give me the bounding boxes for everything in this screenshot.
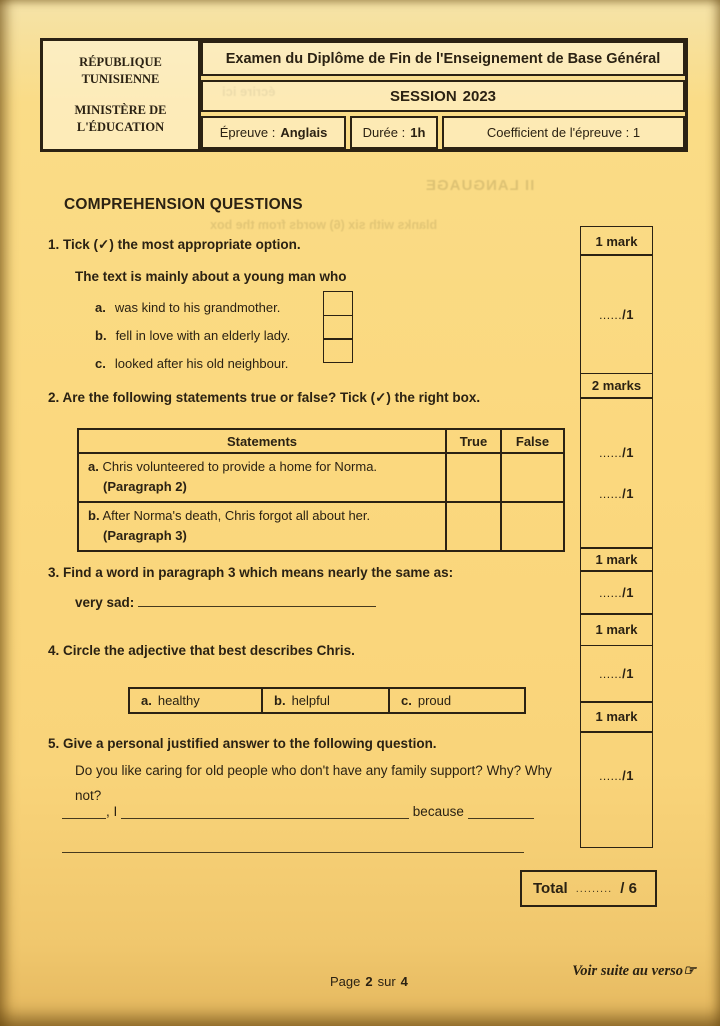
q3-answer-blank[interactable]: [138, 592, 376, 607]
total-label: Total: [533, 880, 568, 897]
statement-row-a: a. Chris volunteered to provide a home for Norma. (Paragraph 2): [78, 453, 564, 502]
statements-header-row: [78, 429, 564, 453]
q3-score-cell: [580, 570, 653, 615]
q3-clue: very sad:: [75, 595, 135, 610]
tick-box-option-c[interactable]: [323, 338, 353, 363]
q5-blank-4[interactable]: [62, 837, 524, 853]
q5-score-slot[interactable]: ....../1: [599, 768, 634, 784]
tick-box-option-b[interactable]: [323, 315, 353, 340]
q4-choice-proud[interactable]: c. proud: [388, 687, 526, 714]
q2-mark-header: 2 marks: [580, 373, 653, 399]
q1-option-a: a. was kind to his grandmother.: [95, 300, 281, 315]
exam-title: Examen du Diplôme de Fin de l'Enseignement de Base Général: [201, 41, 685, 76]
false-box-b[interactable]: [501, 502, 564, 551]
subject-cell: Épreuve : Anglais: [201, 116, 346, 149]
q5-blank-2[interactable]: [121, 804, 409, 819]
q4-mark-header: 1 mark: [580, 613, 653, 646]
q1-option-c: c. looked after his old neighbour.: [95, 356, 289, 371]
statement-row-b: b. After Norma's death, Chris forgot all about her. (Paragraph 3): [78, 502, 564, 551]
q3-clue-line: [75, 592, 376, 610]
q1-score-cell: [580, 254, 653, 374]
q2-score-slot-a[interactable]: ....../1: [599, 444, 634, 460]
false-box-a[interactable]: [501, 453, 564, 502]
q3-prompt: 3. Find a word in paragraph 3 which means nearly the same as:: [48, 565, 454, 580]
q1-option-b: b. fell in love with an elderly lady.: [95, 328, 291, 343]
tick-box-option-a[interactable]: [323, 291, 353, 316]
header-right: [201, 41, 685, 149]
session-row: [201, 80, 685, 112]
marks-column: [580, 228, 653, 848]
bleed-through-text: blanks with six (6) words from the box: [210, 218, 438, 232]
q2-score-cell: [580, 397, 653, 549]
true-box-b[interactable]: [446, 502, 501, 551]
q5-answer-line: , I because: [62, 804, 562, 819]
exam-meta-row: [201, 116, 685, 149]
q5-score-cell: [580, 731, 653, 848]
q4-choice-healthy[interactable]: a. healthy: [128, 687, 263, 714]
q4-score-cell: [580, 645, 653, 703]
q1-stem: The text is mainly about a young man who: [75, 269, 347, 284]
q3-score-slot[interactable]: ....../1: [599, 585, 634, 601]
ministry-label: MINISTÈRE DE L'ÉDUCATION: [74, 103, 167, 134]
true-header: True: [446, 429, 501, 453]
q5-question: Do you like caring for old people who don't have any family support? Why? Why not?: [75, 763, 552, 803]
q4-prompt: 4. Circle the adjective that best describes Chris.: [48, 643, 355, 658]
q1-mark-header: 1 mark: [580, 226, 653, 256]
session-label: SESSION: [389, 87, 457, 105]
q4-choices-table: [128, 687, 526, 714]
bleed-through-text: II LANGUAGE: [425, 177, 535, 194]
statements-table: [77, 428, 565, 552]
q4-score-slot[interactable]: ....../1: [599, 666, 634, 682]
institution-block: [43, 41, 201, 149]
total-box: [520, 870, 657, 907]
q5-prompt: 5. Give a personal justified answer to the following question.: [48, 736, 437, 751]
q5-blank-3[interactable]: [468, 804, 534, 819]
duration-cell: Durée : 1h: [350, 116, 438, 149]
exam-header: [40, 38, 688, 152]
continuation-note: Voir suite au verso☞: [572, 963, 696, 979]
q3-mark-header: 1 mark: [580, 547, 653, 572]
q1-options: [95, 300, 290, 384]
q1-prompt: 1. Tick (✓) the most appropriate option.: [48, 237, 301, 252]
q2-score-slot-b[interactable]: ....../1: [599, 485, 634, 501]
page-number: Page 2 sur 4: [330, 974, 408, 989]
q4-choice-helpful[interactable]: b. helpful: [261, 687, 390, 714]
true-box-a[interactable]: [446, 453, 501, 502]
false-header: False: [501, 429, 564, 453]
section-title: COMPREHENSION QUESTIONS: [64, 196, 303, 213]
total-denominator: / 6: [620, 880, 637, 897]
q2-prompt: 2. Are the following statements true or false? Tick (✓) the right box.: [48, 390, 481, 405]
q5-mark-header: 1 mark: [580, 701, 653, 733]
session-year: 2023: [462, 87, 497, 105]
q1-score-slot[interactable]: ....../1: [599, 306, 634, 322]
q1-tick-boxes: [323, 293, 353, 363]
republic-label: RÉPUBLIQUE TUNISIENNE: [79, 55, 162, 87]
coefficient-cell: Coefficient de l'épreuve : 1: [442, 116, 685, 149]
q5-blank-1[interactable]: [62, 804, 106, 819]
statements-header: Statements: [78, 429, 446, 453]
total-score-slot[interactable]: .........: [575, 882, 613, 895]
